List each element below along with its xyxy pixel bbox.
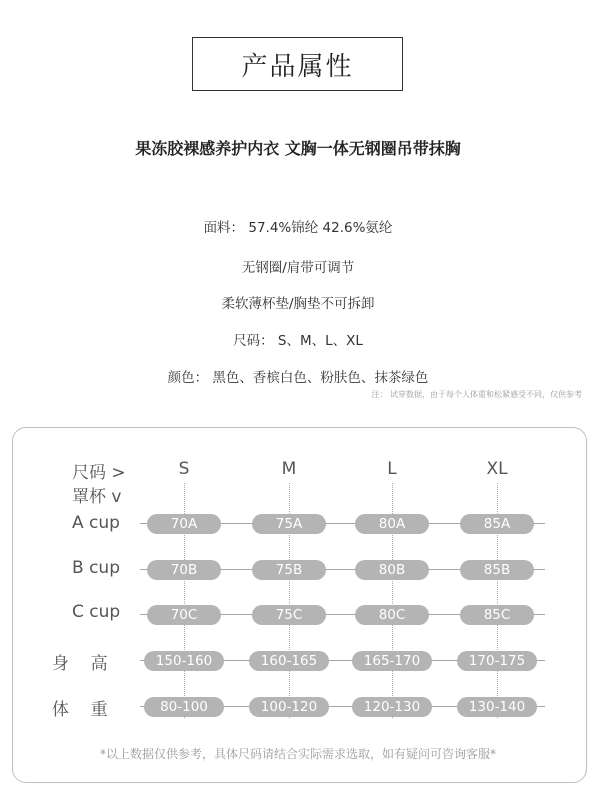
attribute-colors: 颜色： 黑色、香槟白色、粉肤色、抹茶绿色: [167, 370, 429, 386]
attribute-sizes: 尺码： S、M、L、XL: [233, 333, 363, 349]
column-header-xl: XL: [486, 459, 508, 479]
column-header-s: S: [178, 459, 190, 479]
size-cell: 70B: [147, 560, 221, 580]
height-cell: 160-165: [249, 651, 329, 671]
weight-cell: 120-130: [352, 697, 432, 717]
size-cell: 85A: [460, 514, 534, 534]
row-label-a-cup: A cup: [72, 513, 120, 533]
size-cell: 75B: [252, 560, 326, 580]
size-cell: 85B: [460, 560, 534, 580]
row-label-c-cup: C cup: [72, 602, 121, 622]
weight-cell: 100-120: [249, 697, 329, 717]
weight-cell: 130-140: [457, 697, 537, 717]
row-label-weight: 体 重: [52, 700, 108, 720]
attribute-wire: 无钢圈/肩带可调节: [241, 260, 355, 276]
size-cell: 80C: [355, 605, 429, 625]
attribute-padding: 柔软薄杯垫/胸垫不可拆卸: [221, 296, 375, 312]
size-cell: 75C: [252, 605, 326, 625]
height-cell: 170-175: [457, 651, 537, 671]
attribute-fabric: 面料： 57.4%锦纶 42.6%氨纶: [203, 220, 393, 236]
fit-note: 注： 试穿数据，由于每个人体重和松紧感受不同，仅供参考: [371, 390, 582, 399]
corner-size-label: 尺码 >: [72, 463, 126, 483]
row-label-b-cup: B cup: [72, 558, 120, 578]
column-header-l: L: [387, 459, 397, 479]
corner-cup-label: 罩杯 v: [72, 487, 122, 507]
size-cell: 80B: [355, 560, 429, 580]
section-title: 产品属性: [192, 37, 403, 91]
size-cell: 85C: [460, 605, 534, 625]
weight-cell: 80-100: [144, 697, 224, 717]
height-cell: 165-170: [352, 651, 432, 671]
height-cell: 150-160: [144, 651, 224, 671]
footnote: *以上数据仅供参考，具体尺码请结合实际需求选取，如有疑问可咨询客服*: [99, 747, 496, 761]
size-cell: 70C: [147, 605, 221, 625]
size-cell: 75A: [252, 514, 326, 534]
size-cell: 80A: [355, 514, 429, 534]
row-label-height: 身 高: [52, 654, 108, 674]
column-header-m: M: [281, 459, 297, 479]
product-name: 果冻胶裸感养护内衣 文胸一体无钢圈吊带抹胸: [135, 139, 461, 158]
size-cell: 70A: [147, 514, 221, 534]
